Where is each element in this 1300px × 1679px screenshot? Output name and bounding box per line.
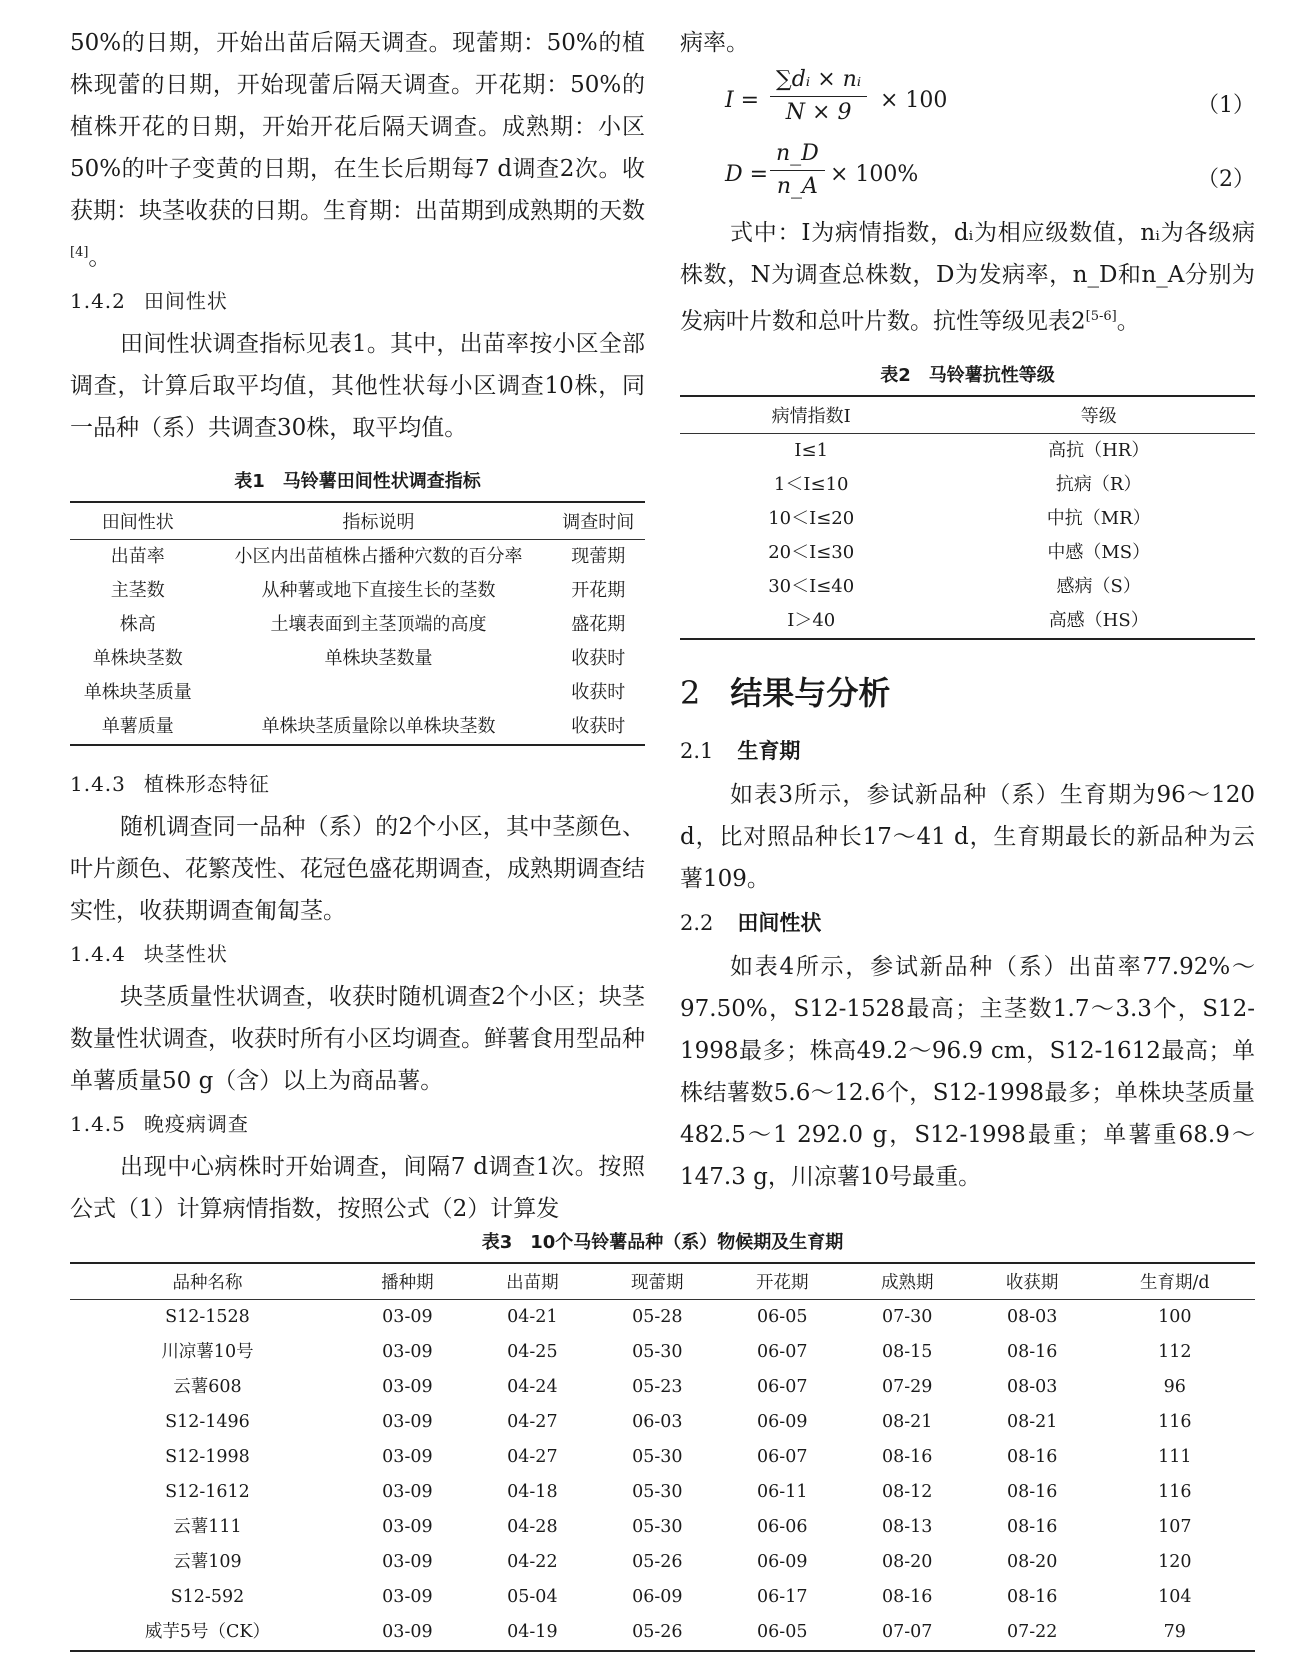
fraction-numerator: ∑dᵢ × nᵢ	[770, 64, 867, 97]
left-column	[70, 22, 645, 1230]
table-cell: 20＜I≤30	[768, 541, 855, 563]
table-header-row	[70, 1263, 1255, 1300]
table-cell: 中感（MS）	[1047, 541, 1151, 563]
table-cell: 08-03	[1006, 1377, 1058, 1397]
section-2-2-heading: 2.2 田间性状	[680, 910, 822, 935]
table-cell: 现蕾期	[571, 545, 626, 567]
table-cell: 03-09	[382, 1447, 433, 1467]
table-cell: 04-22	[507, 1552, 558, 1572]
table-row	[70, 1370, 1255, 1405]
table-cell: 08-20	[881, 1552, 933, 1572]
table1	[70, 501, 645, 746]
table-row	[70, 710, 645, 745]
table-cell: 盛花期	[571, 613, 626, 635]
table-cell: 08-21	[881, 1412, 933, 1432]
table-row	[70, 608, 645, 642]
table-cell: 08-13	[881, 1517, 933, 1537]
table-cell: 06-11	[757, 1482, 808, 1502]
table-cell: 05-04	[507, 1587, 558, 1607]
table-cell: 06-09	[757, 1552, 808, 1572]
table-cell: 收获时	[571, 681, 626, 703]
table3	[70, 1262, 1255, 1652]
section-1-4-3-heading: 1.4.3 植株形态特征	[70, 771, 270, 796]
paragraph-growth-stages: 50%的日期，开始出苗后隔天调查。现蕾期：50%的植株现蕾的日期，开始现蕾后隔天调查。开花期：50%的植株开花的日期，开始开花后隔天调查。成熟期：小区50%的叶子变黄的日期，在生长后期每7 d调查2次。收获期：块茎收获的日期。生育期：出苗期到成熟期的天数[4]。	[70, 30, 645, 271]
table-cell: 06-05	[720, 1615, 845, 1651]
table3-caption: 表3 10个马铃薯品种（系）物候期及生育期	[481, 1232, 844, 1253]
right-column	[680, 22, 1255, 1198]
fraction-numerator: n_D	[770, 138, 825, 171]
paragraph-variable-definitions: 式中：I为病情指数，dᵢ为相应级数值，nᵢ为各级病株数，N为调查总株数，D为发病率，n_D和n_A分别为发病叶片数和总叶片数。抗性等级见表2[5-6]。	[680, 220, 1255, 335]
table-cell: 06-09	[757, 1412, 808, 1432]
table-cell: 07-30	[881, 1307, 933, 1327]
table-cell: 川凉薯10号	[161, 1342, 254, 1362]
table-header: 田间性状	[70, 502, 206, 540]
table-header: 指标说明	[206, 502, 552, 540]
table-cell: 112	[1158, 1342, 1192, 1362]
table-cell: 感病（S）	[1056, 575, 1141, 597]
equation-fraction	[770, 138, 825, 203]
table3-body	[70, 1300, 1255, 1652]
table-header-row	[680, 396, 1255, 434]
table-cell: 116	[1158, 1412, 1192, 1432]
table-cell: 08-16	[1006, 1342, 1058, 1362]
table-cell: 收获时	[551, 710, 645, 745]
citation-ref: [5-6]	[1085, 309, 1117, 324]
table-cell: 05-30	[632, 1342, 683, 1362]
table-header: 等级	[942, 396, 1255, 434]
table-cell: 96	[1163, 1377, 1186, 1397]
table-cell: 单薯质量	[70, 710, 206, 745]
table-cell: 05-30	[632, 1517, 683, 1537]
table-cell: 116	[1158, 1482, 1192, 1502]
table-cell: 07-22	[970, 1615, 1095, 1651]
table-cell: 06-09	[632, 1587, 683, 1607]
section-1-4-5-heading: 1.4.5 晚疫病调查	[70, 1111, 249, 1136]
table-cell: 06-06	[757, 1517, 808, 1537]
table-cell: 03-09	[382, 1517, 433, 1537]
table-cell: 单株块茎数	[92, 647, 183, 669]
equation-number: （1）	[1197, 93, 1255, 118]
table-cell: 08-21	[1006, 1412, 1058, 1432]
equation-lhs: I =	[725, 88, 760, 113]
table-cell: 05-30	[632, 1447, 683, 1467]
table-cell: 05-26	[595, 1615, 720, 1651]
paragraph-field-traits: 田间性状调查指标见表1。其中，出苗率按小区全部调查，计算后取平均值，其他性状每小区调查10株，同一品种（系）共调查30株，取平均值。	[70, 330, 645, 441]
equation-number: （2）	[1197, 167, 1255, 192]
table-cell: S12-1528	[165, 1307, 250, 1327]
table-cell: 111	[1158, 1447, 1192, 1467]
paragraph-tuber-traits: 块茎质量性状调查，收获时随机调查2个小区；块茎数量性状调查，收获时所有小区均调查。鲜薯食用型品种单薯质量50 g（含）以上为商品薯。	[70, 983, 645, 1094]
table-cell: 土壤表面到主茎顶端的高度	[270, 613, 487, 635]
table-header: 品种名称	[70, 1263, 345, 1300]
table-cell: 08-15	[881, 1342, 933, 1362]
table-cell: 高抗（HR）	[1048, 439, 1150, 461]
table-cell: 08-16	[881, 1447, 933, 1467]
table-cell: 从种薯或地下直接生长的茎数	[261, 579, 496, 601]
table-cell: 05-26	[632, 1552, 683, 1572]
table-cell: 107	[1158, 1517, 1192, 1537]
table-cell: 06-05	[757, 1307, 808, 1327]
fraction-denominator: N × 9	[785, 100, 852, 125]
table-cell: 04-28	[507, 1517, 558, 1537]
table-header: 生育期/d	[1095, 1263, 1255, 1300]
table-cell: 04-21	[507, 1307, 558, 1327]
table-cell: I＞40	[680, 604, 942, 639]
table-cell: 30＜I≤40	[768, 575, 855, 597]
section-1-4-2-heading: 1.4.2 田间性状	[70, 288, 228, 313]
table-cell: 03-09	[382, 1342, 433, 1362]
equation-lhs: D =	[725, 162, 769, 187]
table-cell: 04-18	[507, 1482, 558, 1502]
table-row	[70, 676, 645, 710]
table-cell: 05-28	[632, 1307, 683, 1327]
table-cell: 中抗（MR）	[1046, 507, 1151, 529]
table-row	[70, 1615, 1255, 1651]
table-cell: 03-09	[382, 1412, 433, 1432]
table-cell: S12-592	[170, 1587, 245, 1607]
table-header: 病情指数I	[680, 396, 942, 434]
table-cell: 03-09	[382, 1552, 433, 1572]
equation-1	[680, 64, 1255, 138]
table-row	[70, 1300, 1255, 1336]
table2-caption: 表2 马铃薯抗性等级	[880, 364, 1055, 386]
table-row	[680, 570, 1255, 604]
citation-ref: [4]	[70, 245, 89, 260]
table-cell: S12-1612	[165, 1482, 250, 1502]
table-cell: 06-07	[757, 1447, 808, 1467]
table-row	[70, 1580, 1255, 1615]
table-cell	[206, 676, 552, 710]
table-row	[680, 604, 1255, 639]
table-cell: 06-07	[757, 1377, 808, 1397]
paragraph-plant-morphology: 随机调查同一品种（系）的2个小区，其中茎颜色、叶片颜色、花繁茂性、花冠色盛花期调查，成熟期调查结实性，收获期调查匍匐茎。	[70, 813, 645, 924]
fraction-denominator: n_A	[776, 174, 818, 199]
table-cell: I≤1	[794, 439, 829, 461]
paragraph-growth-period: 如表3所示，参试新品种（系）生育期为96～120 d，比对照品种长17～41 d，生育期最长的新品种为云薯109。	[680, 781, 1255, 892]
table-cell: 03-09	[382, 1377, 433, 1397]
table-cell: 03-09	[345, 1615, 470, 1651]
table-row	[680, 468, 1255, 502]
table-cell: 04-25	[507, 1342, 558, 1362]
table-cell: 03-09	[382, 1307, 433, 1327]
table-cell: 104	[1158, 1587, 1192, 1607]
paragraph-late-blight: 出现中心病株时开始调查，间隔7 d调查1次。按照公式（1）计算病情指数，按照公式（2）计算发	[70, 1153, 645, 1222]
table-cell: 04-27	[507, 1447, 558, 1467]
table-cell: 08-16	[1006, 1447, 1058, 1467]
equation-fraction	[770, 64, 867, 129]
table-header: 调查时间	[551, 502, 645, 540]
table-row	[70, 1510, 1255, 1545]
table-cell: 06-07	[757, 1342, 808, 1362]
table-row	[70, 539, 645, 574]
table-row	[70, 574, 645, 608]
table-row	[70, 1335, 1255, 1370]
table-cell: 08-12	[881, 1482, 933, 1502]
table-cell: 抗病（R）	[1055, 473, 1142, 495]
table-row	[70, 1545, 1255, 1580]
table-cell: 04-24	[507, 1377, 558, 1397]
table-cell: 主茎数	[110, 579, 165, 601]
table-cell: 云薯111	[173, 1517, 242, 1537]
table-cell: 05-23	[632, 1377, 683, 1397]
table3-block	[70, 1228, 1255, 1652]
table-header: 成熟期	[845, 1263, 970, 1300]
table-row	[70, 1440, 1255, 1475]
table-header: 播种期	[345, 1263, 470, 1300]
table-cell: 单株块茎质量	[83, 681, 192, 703]
table-cell: 小区内出苗植株占播种穴数的百分率	[234, 545, 523, 567]
table-cell: 08-16	[881, 1587, 933, 1607]
table-cell: 04-27	[507, 1412, 558, 1432]
table-cell: 79	[1095, 1615, 1255, 1651]
section-2-1-heading: 2.1 生育期	[680, 738, 801, 763]
table-cell: 08-20	[1006, 1552, 1058, 1572]
table-cell: 08-16	[1006, 1587, 1058, 1607]
table-header: 现蕾期	[595, 1263, 720, 1300]
table-cell: 1＜I≤10	[773, 473, 849, 495]
table-row	[70, 1475, 1255, 1510]
table2	[680, 395, 1255, 640]
equation-factor: × 100	[880, 88, 948, 113]
table-cell: 05-30	[632, 1482, 683, 1502]
paragraph-continuation: 病率。	[680, 30, 749, 56]
table-cell: 出苗率	[110, 545, 165, 567]
table-header: 收获期	[970, 1263, 1095, 1300]
table-cell: 08-16	[1006, 1482, 1058, 1502]
table-cell: 威芋5号（CK）	[70, 1615, 345, 1651]
table-cell: 120	[1158, 1552, 1192, 1572]
equation-2	[680, 138, 1255, 212]
table-cell: 04-19	[470, 1615, 595, 1651]
table-cell: 08-16	[1006, 1517, 1058, 1537]
table-cell: 06-17	[757, 1587, 808, 1607]
table-cell: 云薯109	[173, 1552, 242, 1572]
table-row	[680, 536, 1255, 570]
table-cell: 03-09	[382, 1587, 433, 1607]
table1-caption: 表1 马铃薯田间性状调查指标	[234, 470, 481, 492]
table-row	[70, 1405, 1255, 1440]
table-header: 出苗期	[470, 1263, 595, 1300]
table-cell: S12-1998	[165, 1447, 250, 1467]
table-cell: 10＜I≤20	[768, 507, 855, 529]
table-cell: 100	[1158, 1307, 1192, 1327]
table-cell: 单株块茎质量除以单株块茎数	[206, 710, 552, 745]
table-header-row	[70, 502, 645, 540]
table-row	[70, 642, 645, 676]
table-cell: 03-09	[382, 1482, 433, 1502]
table-row	[680, 502, 1255, 536]
table-cell: 高感（HS）	[942, 604, 1255, 639]
table-cell: 07-29	[881, 1377, 933, 1397]
table-cell: 单株块茎数量	[324, 647, 433, 669]
table-cell: 07-07	[845, 1615, 970, 1651]
table-row	[680, 433, 1255, 468]
table-cell: 08-03	[1006, 1307, 1058, 1327]
section-1-4-4-heading: 1.4.4 块茎性状	[70, 941, 228, 966]
paragraph-field-trait-results: 如表4所示，参试新品种（系）出苗率77.92%～97.50%，S12-1528最高；主茎数1.7～3.3个，S12-1998最多；株高49.2～96.9 cm，S12-1612最高；单株结薯数5.6～12.6个，S12-1998最多；单株块茎质量482.5～1 292.0 g，S12-1998最重；单薯重68.9～147.3 g，川凉薯10号最重。	[680, 953, 1255, 1190]
equation-factor: × 100%	[830, 162, 919, 187]
section-2-heading: 2 结果与分析	[680, 673, 891, 712]
table-cell: 株高	[119, 613, 156, 635]
table-cell: 06-03	[632, 1412, 683, 1432]
table-cell: S12-1496	[165, 1412, 250, 1432]
table-cell: 收获时	[571, 647, 626, 669]
table-cell: 开花期	[571, 579, 626, 601]
table-cell: 云薯608	[173, 1377, 242, 1397]
table-header: 开花期	[720, 1263, 845, 1300]
